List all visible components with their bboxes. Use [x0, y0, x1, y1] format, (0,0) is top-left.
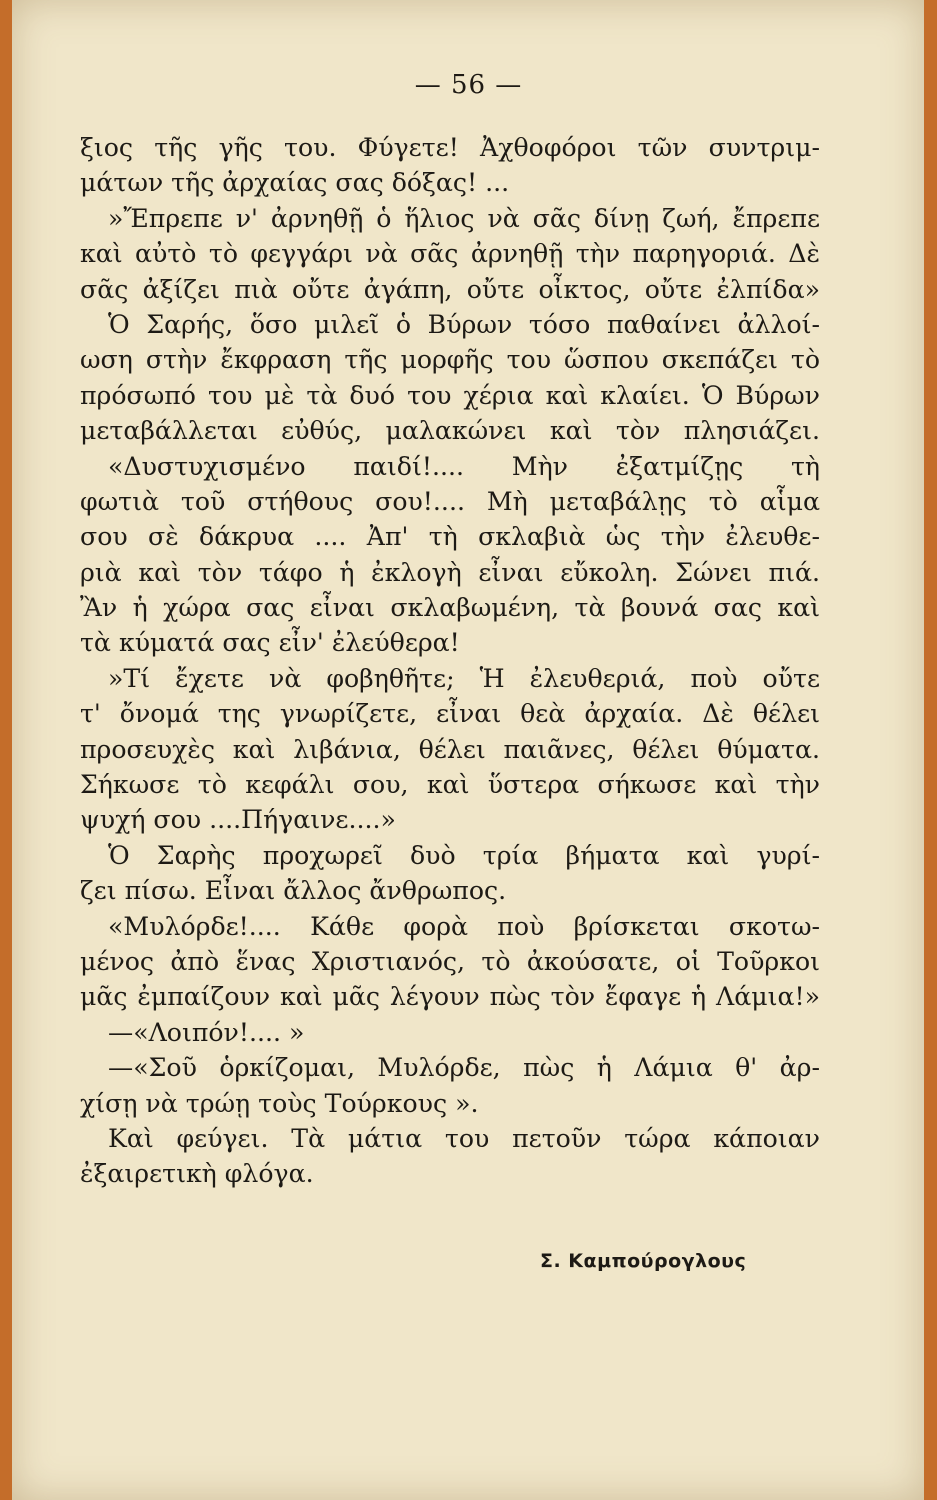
text-line: καὶ αὐτὸ τὸ φεγγάρι νὰ σᾶς ἀρνηθῇ τὴν παρηγοριά. Δὲ — [80, 239, 820, 269]
text-line: τ' ὄνομά της γνωρίζετε, εἶναι θεὰ ἀρχαία. Δὲ θέλει — [80, 699, 820, 729]
text-line: Ὁ Σαρὴς προχωρεῖ δυὸ τρία βήματα καὶ γυρί- — [108, 840, 820, 870]
text-line: »Ἔπρεπε ν' ἀρνηθῇ ὁ ἥλιος νὰ σᾶς δίνῃ ζωή, ἔπρεπε — [108, 203, 820, 233]
text-line: ξιος τῆς γῆς του. Φύγετε! Ἀχθοφόροι τῶν συντριμ- — [80, 133, 820, 162]
author-signature: Σ. Καμπούρογλους — [540, 1250, 747, 1272]
text-line: τὰ κύματά σας εἶν' ἐλεύθερα! — [80, 628, 460, 658]
text-line: «Δυστυχισμένο παιδί!.... Μὴν ἐξατμίζῃς τὴ — [108, 451, 820, 481]
text-line: φωτιὰ τοῦ στήθους σου!.... Μὴ μεταβάλῃς τὸ αἷμα — [80, 486, 820, 516]
text-line: —«Λοιπόν!.... » — [108, 1017, 305, 1047]
text-line: μᾶς ἐμπαίζουν καὶ μᾶς λέγουν πὼς τὸν ἔφαγε ἡ Λάμια!» — [80, 982, 820, 1012]
text-line: μεταβάλλεται εὐθύς, μαλακώνει καὶ τὸν πλησιάζει. — [80, 416, 820, 446]
text-line: ζει πίσω. Εἶναι ἄλλος ἄνθρωπος. — [80, 876, 507, 906]
text-line: πρόσωπό του μὲ τὰ δυό του χέρια καὶ κλαίει. Ὁ Βύρων — [80, 380, 820, 410]
text-line: σᾶς ἀξίζει πιὰ οὔτε ἀγάπη, οὔτε οἶκτος, οὔτε ἐλπίδα» — [80, 274, 820, 304]
text-line: ριὰ καὶ τὸν τάφο ἡ ἐκλογὴ εἶναι εὔκολη. Σώνει πιά. — [80, 557, 820, 587]
text-line: ἐξαιρετικὴ φλόγα. — [80, 1159, 314, 1189]
page-edge-left — [0, 0, 12, 1500]
text-line: Καὶ φεύγει. Τὰ μάτια του πετοῦν τώρα κάποιαν — [108, 1123, 820, 1153]
text-line: Σήκωσε τὸ κεφάλι σου, καὶ ὕστερα σήκωσε καὶ τὴν — [80, 770, 820, 800]
text-line: ωση στὴν ἔκφραση τῆς μορφῆς του ὥσπου σκεπάζει τὸ — [80, 345, 820, 375]
text-line: «Μυλόρδε!.... Κάθε φορὰ ποὺ βρίσκεται σκοτω- — [108, 911, 820, 941]
text-line: ψυχή σου ....Πήγαινε....» — [80, 805, 396, 835]
text-line: μάτων τῆς ἀρχαίας σας δόξας! ... — [80, 168, 510, 198]
text-line: Ὁ Σαρής, ὅσο μιλεῖ ὁ Βύρων τόσο παθαίνει ἀλλοί- — [108, 309, 820, 339]
page-number: — 56 — — [414, 70, 523, 100]
text-line: σου σὲ δάκρυα .... Ἀπ' τὴ σκλαβιὰ ὡς τὴν ἐλευθε- — [80, 522, 820, 552]
text-line: Ἂν ἡ χώρα σας εἶναι σκλαβωμένη, τὰ βουνά σας καὶ — [80, 593, 820, 623]
text-line: προσευχὲς καὶ λιβάνια, θέλει παιᾶνες, θέλει θύματα. — [80, 734, 820, 764]
page-edge-right — [924, 0, 937, 1500]
text-line: χίσῃ νὰ τρώῃ τοὺς Τούρκους ». — [80, 1088, 479, 1118]
text-line: —«Σοῦ ὁρκίζομαι, Μυλόρδε, πὼς ἡ Λάμια θ' ἀρ- — [108, 1053, 820, 1083]
page-text — [80, 130, 820, 1192]
text-line: »Τί ἔχετε νὰ φοβηθῆτε; Ἡ ἐλευθεριά, ποὺ οὔτε — [108, 663, 820, 693]
text-line: μένος ἀπὸ ἕνας Χριστιανός, τὸ ἀκούσατε, οἱ Τοῦρκοι — [80, 946, 820, 976]
